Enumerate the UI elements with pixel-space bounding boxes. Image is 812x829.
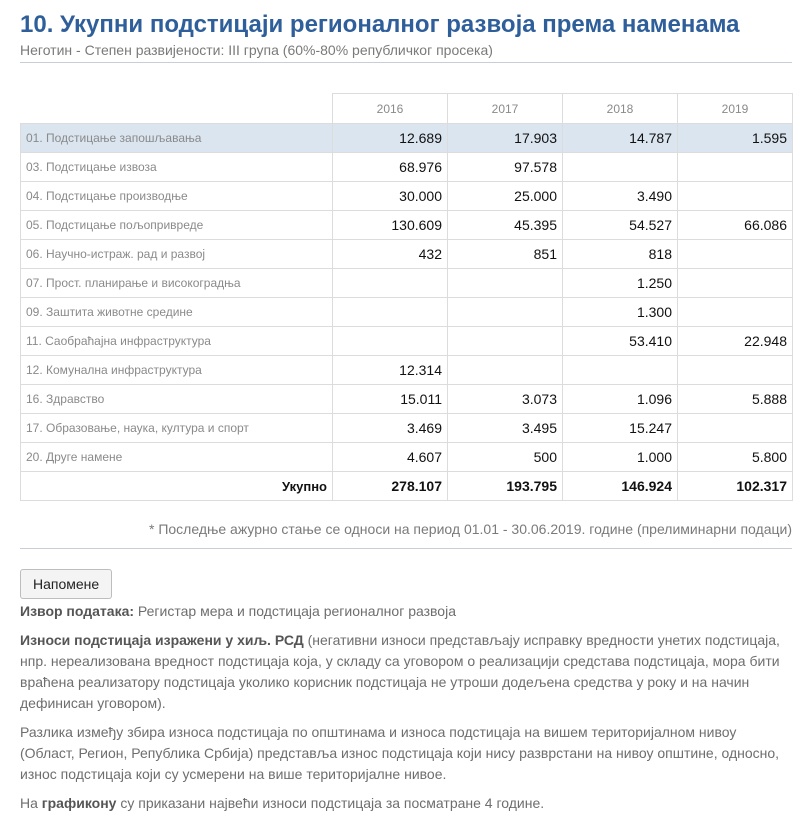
cell-value: 15.247	[563, 414, 678, 443]
year-header: 2019	[678, 94, 793, 124]
cell-value	[448, 269, 563, 298]
cell-value: 14.787	[563, 124, 678, 153]
notes-button[interactable]: Напомене	[20, 569, 112, 599]
cell-value: 30.000	[333, 182, 448, 211]
cell-value: 17.903	[448, 124, 563, 153]
cell-value	[448, 327, 563, 356]
difference-paragraph: Разлика између збира износа подстицаја по општинама и износа подстицаја на вишем територијалном нивоу (Област, Регион, Република Србија) представља износ подстицаја који нису разврстани на нивоу општине, односно, износ подстицаја који су усмерени на више територијалне нивое.	[20, 724, 780, 782]
cell-value: 66.086	[678, 211, 793, 240]
cell-value	[563, 356, 678, 385]
cell-value: 3.469	[333, 414, 448, 443]
cell-value: 3.490	[563, 182, 678, 211]
year-header: 2017	[448, 94, 563, 124]
cell-value	[678, 269, 793, 298]
cell-value: 1.595	[678, 124, 793, 153]
row-label: 09. Заштита животне средине	[21, 298, 333, 327]
cell-value: 1.250	[563, 269, 678, 298]
cell-value	[678, 298, 793, 327]
table-row	[21, 211, 793, 240]
row-label: 05. Подстицање пољопривреде	[21, 211, 333, 240]
row-label: 12. Комунална инфраструктура	[21, 356, 333, 385]
total-label: Укупно	[21, 472, 333, 501]
chart-link-word: графикону	[41, 795, 117, 811]
total-value: 278.107	[333, 472, 448, 501]
cell-value: 1.000	[563, 443, 678, 472]
cell-value: 5.800	[678, 443, 793, 472]
source-text: Регистар мера и подстицаја регионалног развоја	[134, 603, 456, 619]
subsidies-table	[20, 93, 793, 501]
cell-value: 15.011	[333, 385, 448, 414]
cell-value: 4.607	[333, 443, 448, 472]
cell-value: 45.395	[448, 211, 563, 240]
row-label: 01. Подстицање запошљавања	[21, 124, 333, 153]
table-row	[21, 182, 793, 211]
cell-value: 68.976	[333, 153, 448, 182]
cell-value	[333, 269, 448, 298]
chart-paragraph	[20, 793, 780, 814]
table-row	[21, 269, 793, 298]
table-row	[21, 327, 793, 356]
cell-value	[448, 356, 563, 385]
cell-value	[563, 153, 678, 182]
cell-value: 97.578	[448, 153, 563, 182]
cell-value: 3.073	[448, 385, 563, 414]
cell-value	[678, 356, 793, 385]
cell-value: 53.410	[563, 327, 678, 356]
cell-value	[678, 182, 793, 211]
table-header-row	[21, 94, 793, 124]
amounts-text: (негативни износи представљају исправку вредности унетих подстицаја, нпр. нереализована вредност подстицаја која, у складу са уговором о реализацији средстава подстицаја, мора бити враћена реализатору подстицаја уколико корисник подстицаја не утроши додељена средства у року и на начин дефинисан уговором).	[20, 632, 780, 711]
row-label: 04. Подстицање производње	[21, 182, 333, 211]
row-label: 11. Саобраћајна инфраструктура	[21, 327, 333, 356]
total-value: 193.795	[448, 472, 563, 501]
table-row	[21, 298, 793, 327]
year-header: 2018	[563, 94, 678, 124]
cell-value: 130.609	[333, 211, 448, 240]
page-title: 10. Укупни подстицаји регионалног развоја према наменама	[20, 11, 740, 38]
cell-value: 12.689	[333, 124, 448, 153]
row-label: 17. Образовање, наука, култура и спорт	[21, 414, 333, 443]
cell-value: 1.300	[563, 298, 678, 327]
cell-value: 818	[563, 240, 678, 269]
row-label: 16. Здравство	[21, 385, 333, 414]
total-value: 146.924	[563, 472, 678, 501]
row-label: 03. Подстицање извоза	[21, 153, 333, 182]
cell-value	[448, 298, 563, 327]
cell-value	[678, 153, 793, 182]
source-paragraph	[20, 601, 780, 622]
cell-value: 3.495	[448, 414, 563, 443]
cell-value	[333, 298, 448, 327]
row-label: 06. Научно-истраж. рад и развој	[21, 240, 333, 269]
cell-value: 500	[448, 443, 563, 472]
cell-value: 1.096	[563, 385, 678, 414]
chart-suffix: су приказани највећи износи подстицаја за посматране 4 године.	[116, 795, 545, 811]
cell-value: 22.948	[678, 327, 793, 356]
cell-value: 851	[448, 240, 563, 269]
cell-value: 12.314	[333, 356, 448, 385]
table-row	[21, 385, 793, 414]
table-row	[21, 443, 793, 472]
cell-value	[678, 414, 793, 443]
table-row	[21, 414, 793, 443]
period-footnote: * Последње ажурно стање се односи на период 01.01 - 30.06.2019. године (прелиминарни подаци)	[20, 521, 792, 549]
table-row	[21, 124, 793, 153]
row-label: 07. Прост. планирање и високоградња	[21, 269, 333, 298]
table-row	[21, 240, 793, 269]
amounts-paragraph	[20, 630, 780, 714]
amounts-label: Износи подстицаја изражени у хиљ. РСД	[20, 632, 304, 648]
total-row	[21, 472, 793, 501]
cell-value	[333, 327, 448, 356]
year-header: 2016	[333, 94, 448, 124]
cell-value: 25.000	[448, 182, 563, 211]
table-row	[21, 356, 793, 385]
chart-prefix: На	[20, 795, 42, 811]
page-subtitle: Неготин - Степен развијености: III група (60%-80% републичког просека)	[20, 42, 792, 63]
cell-value	[678, 240, 793, 269]
cell-value: 432	[333, 240, 448, 269]
row-label: 20. Друге намене	[21, 443, 333, 472]
source-label: Извор података:	[20, 603, 135, 619]
total-value: 102.317	[678, 472, 793, 501]
table-corner	[21, 94, 333, 124]
cell-value: 54.527	[563, 211, 678, 240]
table-row	[21, 153, 793, 182]
cell-value: 5.888	[678, 385, 793, 414]
